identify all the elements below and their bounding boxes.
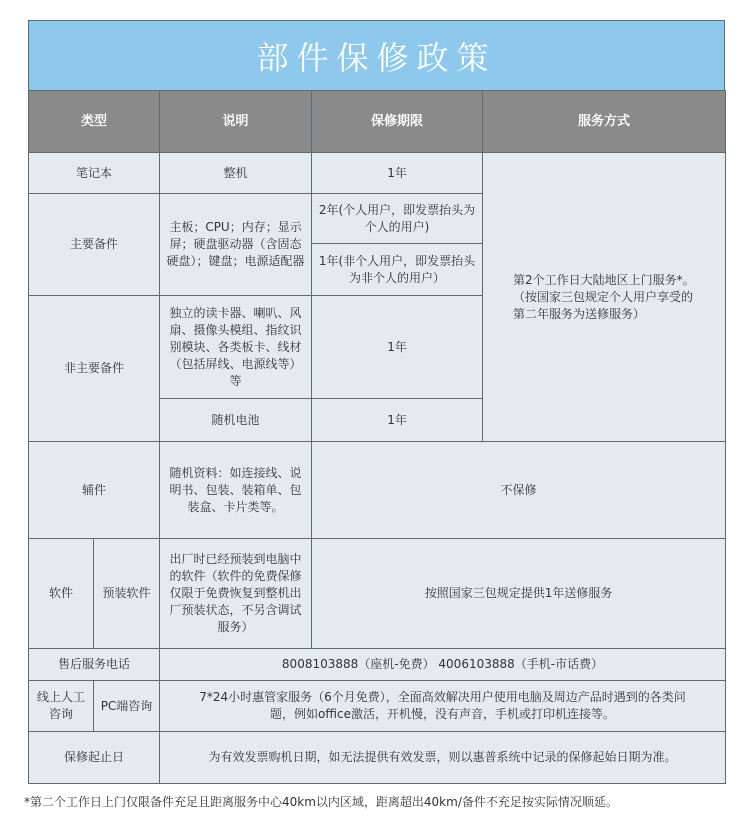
page-title: 部件保修政策 [256, 38, 497, 77]
start-date-label: 保修起止日 [29, 732, 160, 784]
start-date-value: 为有效发票购机日期，如无法提供有效发票，则以惠普系统中记录的保修起始日期为准。 [160, 732, 726, 784]
header-desc: 说明 [160, 91, 312, 153]
software-policy: 按照国家三包规定提供1年送修服务 [312, 539, 726, 649]
accessories-desc: 随机资料：如连接线、说明书、包装、装箱单、包装盒、卡片类等。 [160, 442, 312, 539]
table-row [29, 539, 726, 649]
accessories-type: 辅件 [29, 442, 160, 539]
notebook-period: 1年 [312, 153, 483, 194]
notebook-type: 笔记本 [29, 153, 160, 194]
main-parts-type: 主要备件 [29, 194, 160, 296]
hotline-label: 售后服务电话 [29, 649, 160, 681]
minor-parts-desc: 独立的读卡器、喇叭、风扇、摄像头模组、指纹识别模块、各类板卡、线材（包括屏线、电源线等）等 [160, 296, 312, 399]
table-row [29, 681, 726, 732]
header-type: 类型 [29, 91, 160, 153]
header-row [29, 91, 726, 153]
accessories-policy: 不保修 [312, 442, 726, 539]
online-sublabel: PC端咨询 [94, 681, 160, 732]
title-banner [28, 20, 725, 90]
main-parts-period-personal: 2年(个人用户，即发票抬头为个人的用户) [312, 194, 483, 244]
minor-parts-type: 非主要备件 [29, 296, 160, 442]
battery-desc: 随机电池 [160, 399, 312, 442]
hotline-value: 8008103888（座机-免费） 4006103888（手机-市话费） [160, 649, 726, 681]
minor-parts-period: 1年 [312, 296, 483, 399]
main-parts-desc: 主板；CPU；内存；显示屏；硬盘驱动器（含固态硬盘）；键盘；电源适配器 [160, 194, 312, 296]
footnote: *第二个工作日上门仅限备件充足且距离服务中心40km以内区域，距离超出40km/备件不充足按实际情况顺延。 [24, 795, 618, 809]
table-row [29, 153, 726, 194]
table-row [29, 649, 726, 681]
table-row [29, 442, 726, 539]
policy-sheet [28, 20, 725, 784]
software-desc: 出厂时已经预装到电脑中的软件（软件的免费保修仅限于免费恢复到整机出厂预装状态，不另含调试服务） [160, 539, 312, 649]
software-subtype: 预装软件 [94, 539, 160, 649]
header-service: 服务方式 [483, 91, 726, 153]
online-value: 7*24小时惠管家服务（6个月免费），全面高效解决用户使用电脑及周边产品时遇到的各类问题，例如office激活，开机慢，没有声音，手机或打印机连接等。 [160, 681, 726, 732]
battery-period: 1年 [312, 399, 483, 442]
notebook-desc: 整机 [160, 153, 312, 194]
service-method: 第2个工作日大陆地区上门服务*。（按国家三包规定个人用户享受的第二年服务为送修服务） [483, 153, 726, 442]
policy-table [28, 90, 726, 784]
software-type: 软件 [29, 539, 94, 649]
online-label: 线上人工咨询 [29, 681, 94, 732]
table-row [29, 732, 726, 784]
header-period: 保修期限 [312, 91, 483, 153]
main-parts-period-non-personal: 1年(非个人用户，即发票抬头为非个人的用户） [312, 244, 483, 296]
